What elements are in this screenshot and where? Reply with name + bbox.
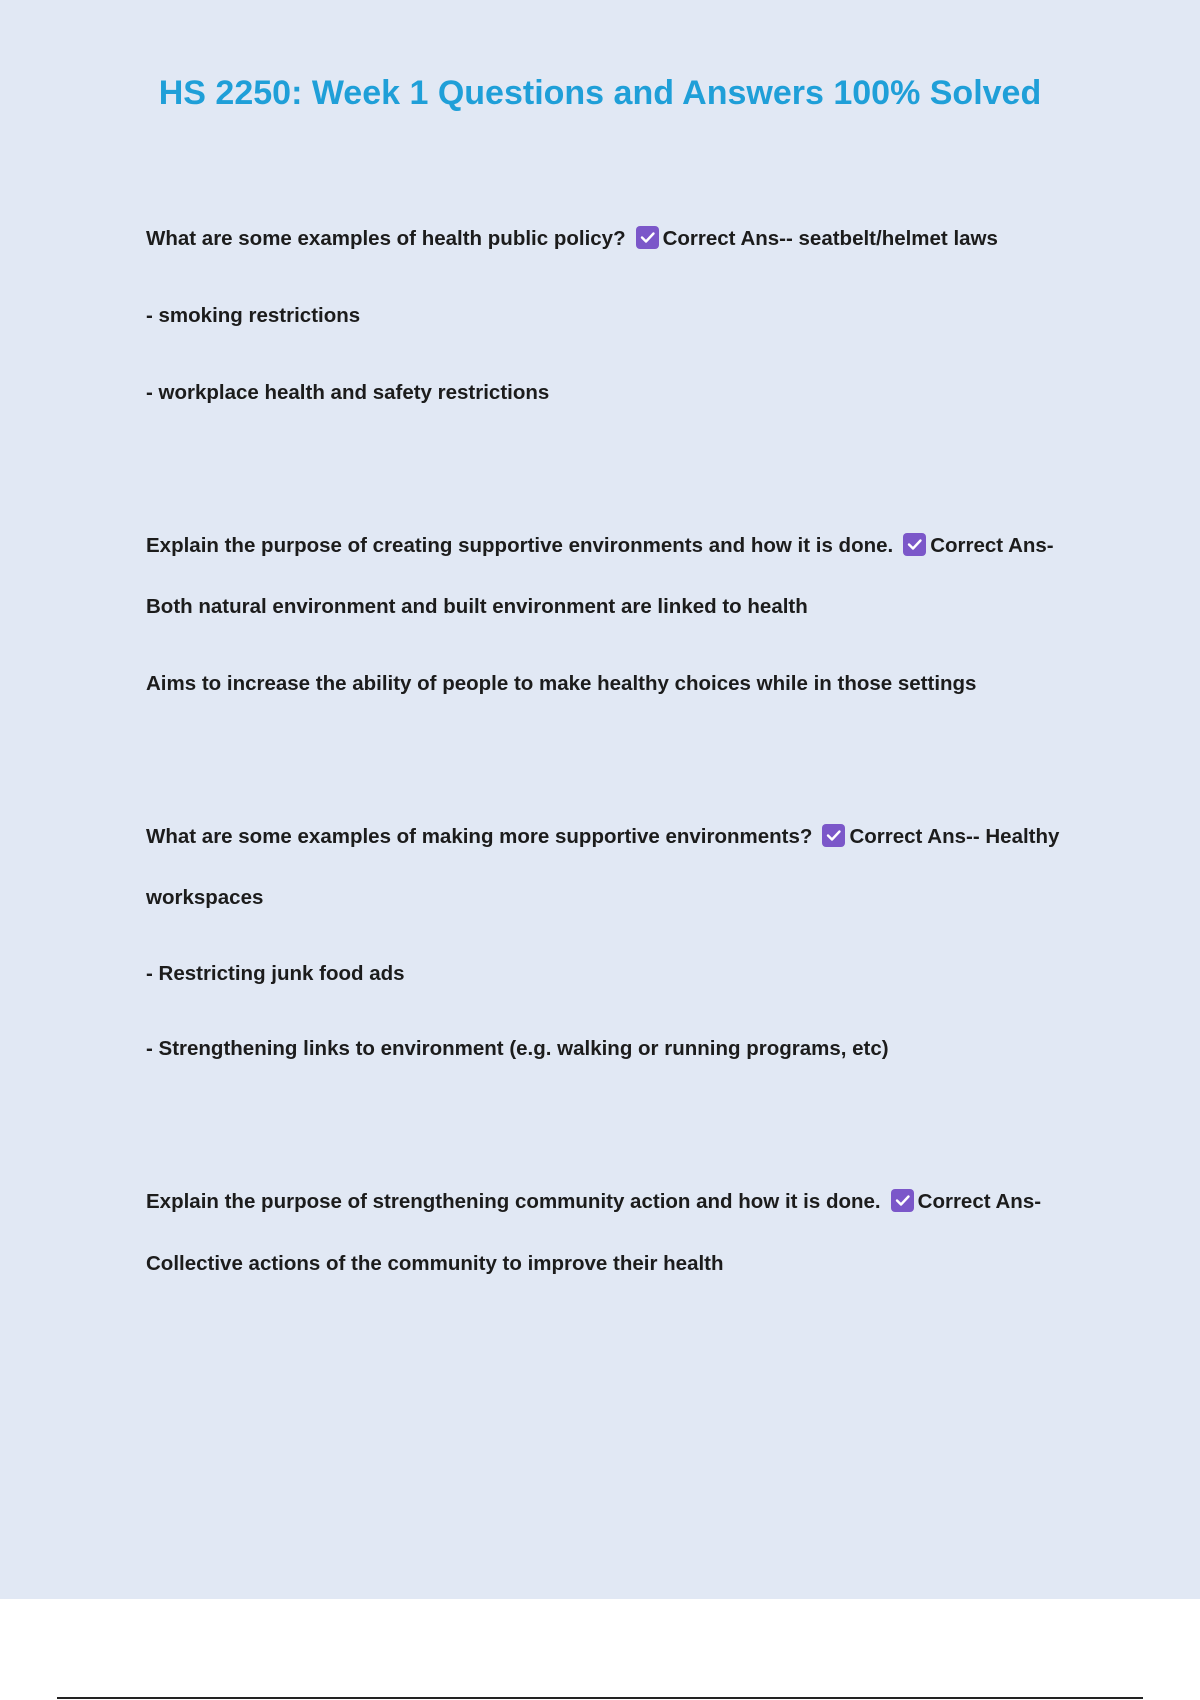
qa-4-answer-line-1: Collective actions of the community to improve their health — [146, 1252, 724, 1275]
footer-divider — [57, 1697, 1143, 1699]
qa-2-question-line — [146, 532, 1054, 560]
qa-1-answer-lead: Correct Ans-- seatbelt/helmet laws — [662, 227, 998, 250]
document-title: HS 2250: Week 1 Questions and Answers 100% Solved — [158, 74, 1042, 112]
checkbox-checked-icon — [822, 824, 845, 847]
checkbox-checked-icon — [903, 533, 926, 556]
checkbox-checked-icon — [891, 1189, 914, 1212]
qa-2-question: Explain the purpose of creating supportive environments and how it is done. — [146, 534, 894, 557]
qa-1-answer-line-2: - workplace health and safety restrictions — [146, 381, 550, 404]
qa-1-question: What are some examples of health public policy? — [146, 227, 626, 250]
qa-4-question: Explain the purpose of strengthening community action and how it is done. — [146, 1190, 881, 1213]
qa-2-answer-line-2: Aims to increase the ability of people to make healthy choices while in those settings — [146, 672, 977, 695]
checkbox-checked-icon — [636, 226, 659, 249]
qa-3-question: What are some examples of making more supportive environments? — [146, 825, 813, 848]
qa-3-answer-line-3: - Strengthening links to environment (e.g. walking or running programs, etc) — [146, 1037, 889, 1060]
qa-2-answer-line-1: Both natural environment and built environment are linked to health — [146, 595, 808, 618]
qa-1-question-line — [146, 225, 998, 253]
qa-3-answer-lead: Correct Ans-- Healthy — [849, 825, 1060, 848]
qa-3-question-line — [146, 823, 1059, 851]
qa-4-answer-lead: Correct Ans- — [917, 1190, 1042, 1213]
qa-4-question-line — [146, 1188, 1041, 1216]
qa-2-answer-lead: Correct Ans- — [930, 534, 1054, 557]
qa-3-answer-line-1: workspaces — [146, 886, 264, 909]
qa-1-answer-line-1: - smoking restrictions — [146, 304, 361, 327]
qa-3-answer-line-2: - Restricting junk food ads — [146, 962, 405, 985]
